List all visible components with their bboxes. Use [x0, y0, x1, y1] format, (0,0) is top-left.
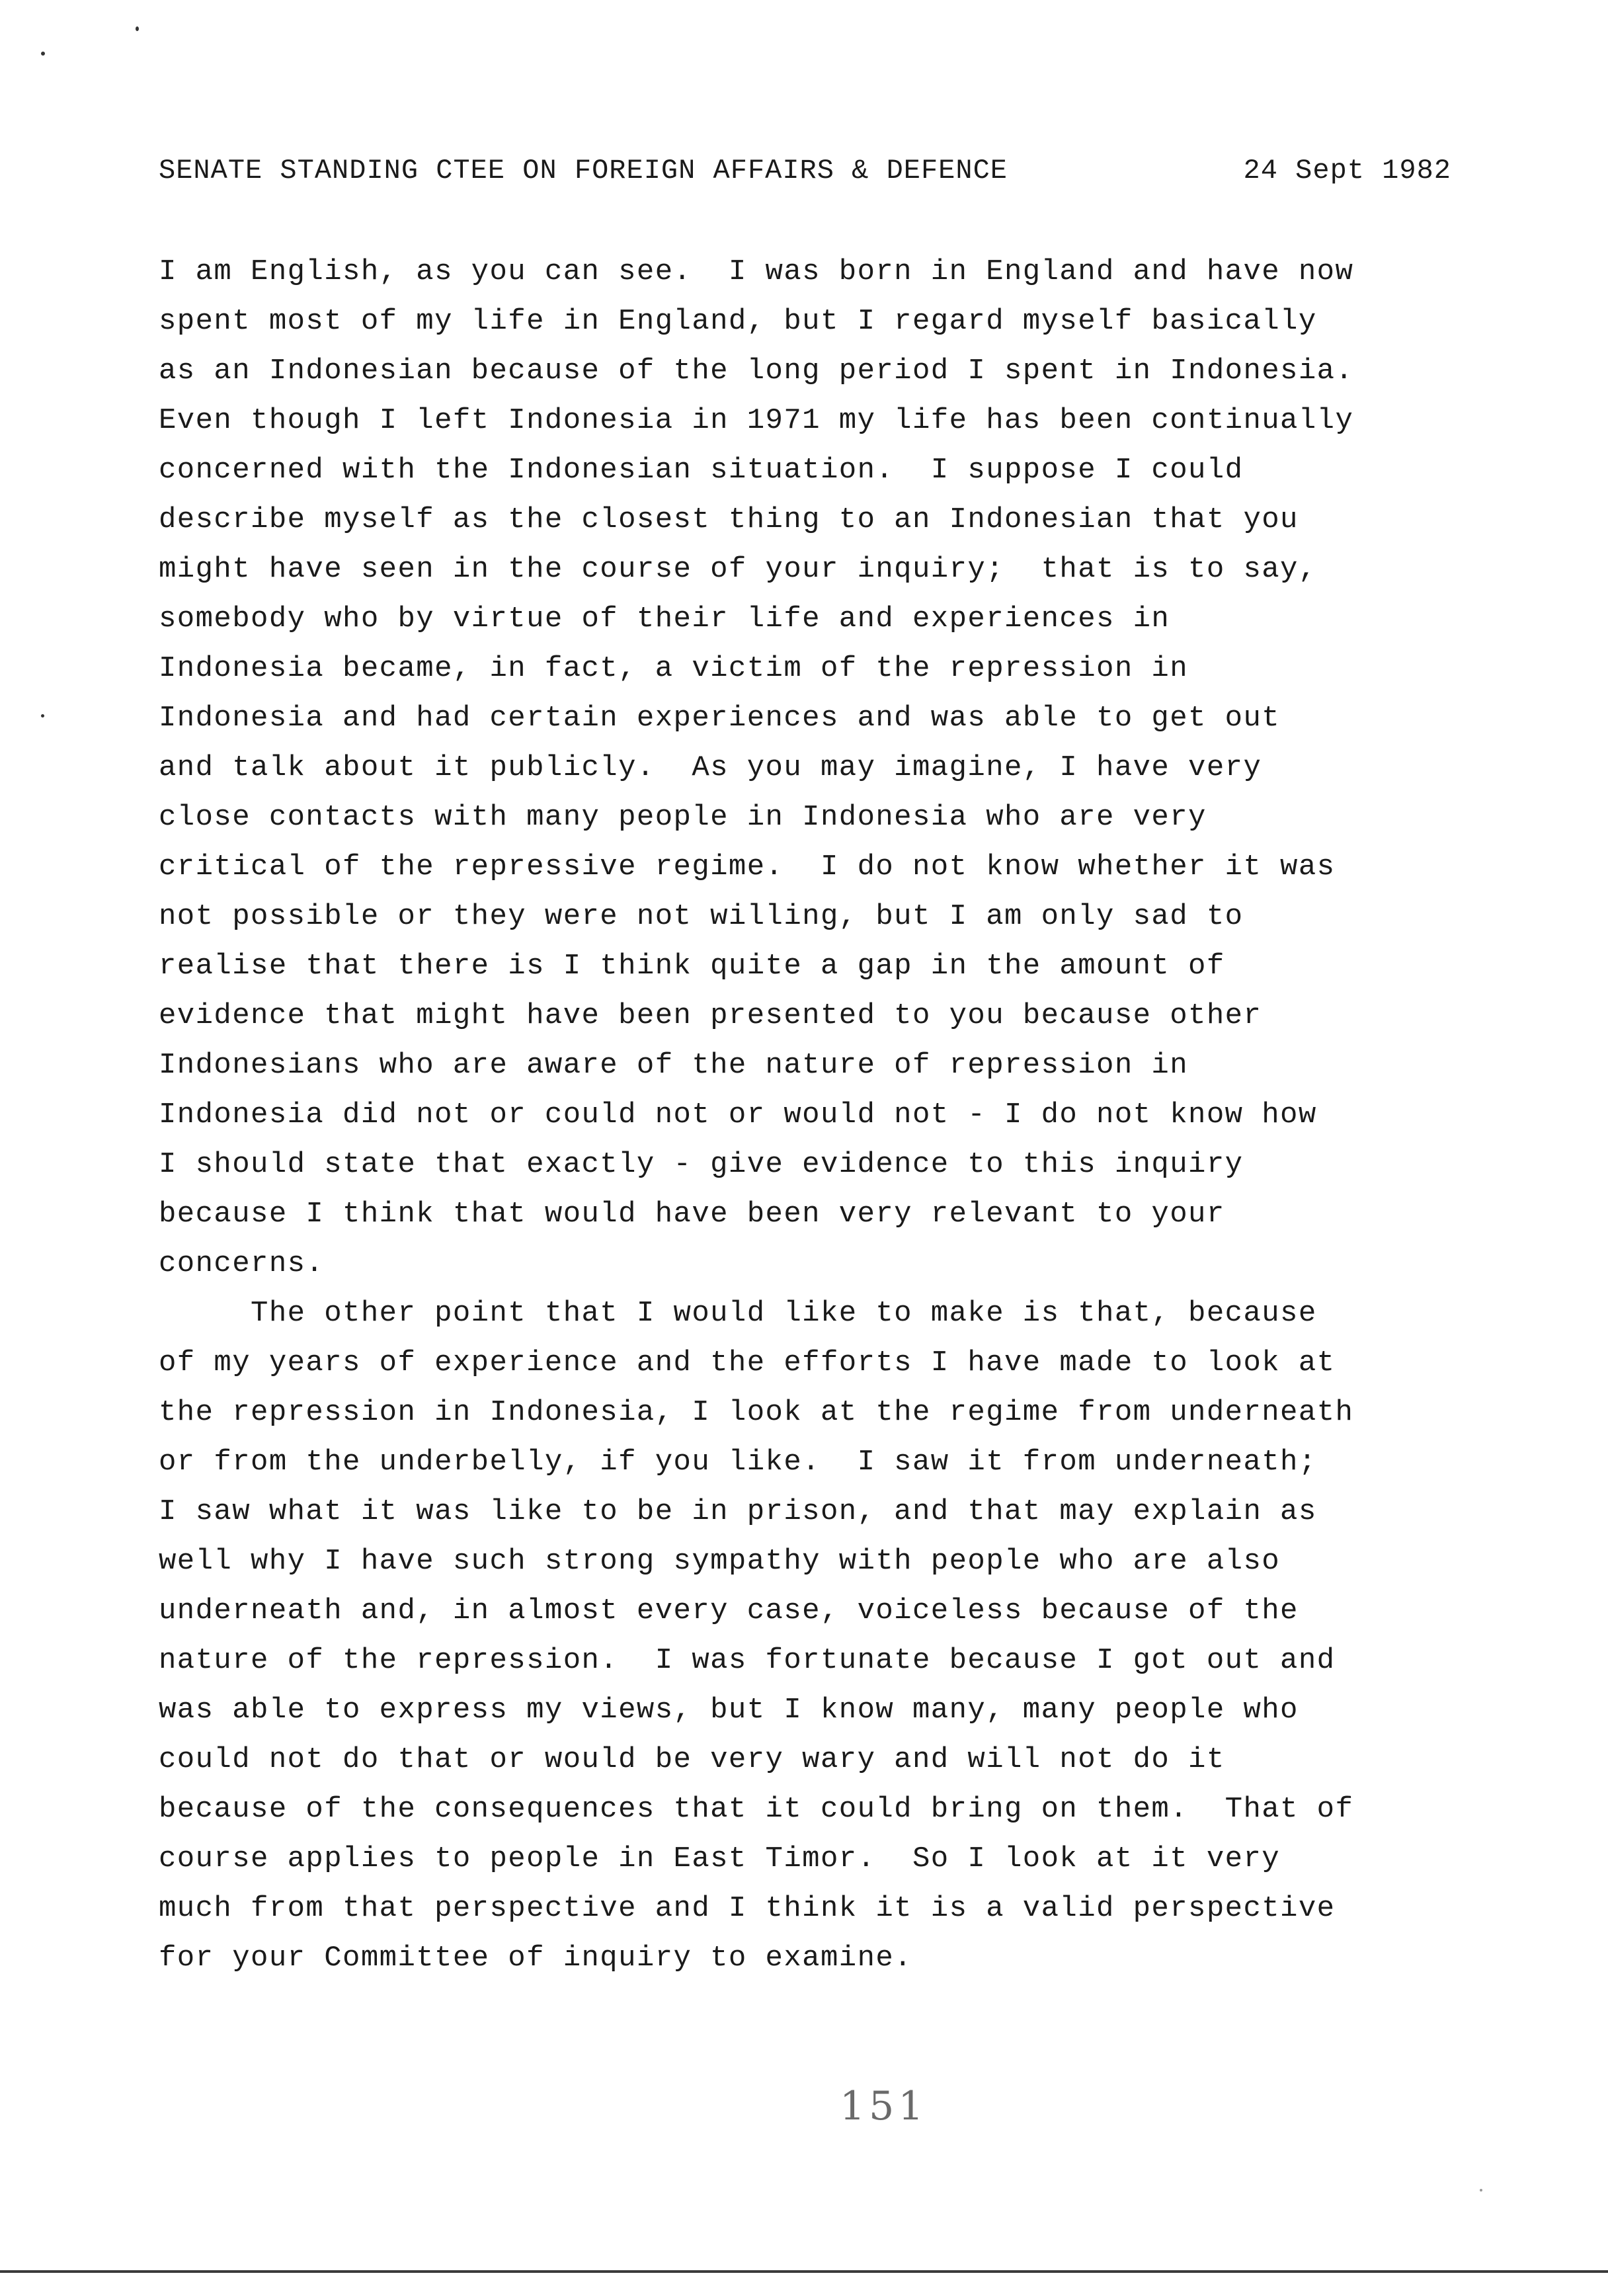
- transcript-line: critical of the repressive regime. I do not know whether it was: [159, 850, 1336, 883]
- transcript-line: could not do that or would be very wary and will not do it: [159, 1743, 1225, 1776]
- transcript-line: close contacts with many people in Indonesia who are very: [159, 801, 1207, 834]
- transcript-line: much from that perspective and I think it is a valid perspective: [159, 1892, 1336, 1925]
- scan-speck: [41, 714, 44, 718]
- transcript-line: was able to express my views, but I know many, many people who: [159, 1694, 1299, 1727]
- transcript-line: as an Indonesian because of the long period I spent in Indonesia.: [159, 354, 1354, 388]
- transcript-line: The other point that I would like to make is that, because: [159, 1297, 1317, 1330]
- transcript-line: Even though I left Indonesia in 1971 my life has been continually: [159, 404, 1354, 437]
- transcript-line: Indonesians who are aware of the nature of repression in: [159, 1049, 1189, 1082]
- scan-speck: [136, 26, 139, 31]
- transcript-line: might have seen in the course of your inquiry; that is to say,: [159, 553, 1317, 586]
- page-number: 151: [840, 2083, 928, 2129]
- transcript-line: I saw what it was like to be in prison, and that may explain as: [159, 1495, 1317, 1528]
- transcript-line: concerns.: [159, 1247, 325, 1280]
- bottom-edge-rule: [0, 2270, 1608, 2273]
- transcript-line: Indonesia became, in fact, a victim of the repression in: [159, 652, 1189, 685]
- transcript-line: the repression in Indonesia, I look at the regime from underneath: [159, 1396, 1354, 1429]
- transcript-line: Indonesia did not or could not or would not - I do not know how: [159, 1098, 1317, 1131]
- transcript-line: course applies to people in East Timor. So I look at it very: [159, 1842, 1281, 1875]
- scan-speck: [41, 52, 45, 56]
- transcript-line: not possible or they were not willing, but I am only sad to: [159, 900, 1244, 933]
- committee-title: SENATE STANDING CTEE ON FOREIGN AFFAIRS & DEFENCE: [159, 155, 1008, 186]
- transcript-line: because I think that would have been very relevant to your: [159, 1198, 1225, 1231]
- transcript-line: evidence that might have been presented to you because other: [159, 999, 1262, 1032]
- transcript-line: I am English, as you can see. I was born in England and have now: [159, 255, 1354, 288]
- transcript-line: underneath and, in almost every case, voiceless because of the: [159, 1594, 1299, 1627]
- transcript-line: realise that there is I think quite a gap in the amount of: [159, 950, 1225, 983]
- transcript-line: well why I have such strong sympathy with people who are also: [159, 1545, 1281, 1578]
- transcript-line: somebody who by virtue of their life and experiences in: [159, 602, 1170, 636]
- scan-speck: [1480, 2189, 1482, 2192]
- transcript-line: I should state that exactly - give evidence to this inquiry: [159, 1148, 1244, 1181]
- transcript-line: of my years of experience and the efforts I have made to look at: [159, 1346, 1336, 1379]
- transcript-line: because of the consequences that it could bring on them. That of: [159, 1793, 1354, 1826]
- transcript-line: nature of the repression. I was fortunate because I got out and: [159, 1644, 1336, 1677]
- transcript-line: concerned with the Indonesian situation. I suppose I could: [159, 454, 1244, 487]
- hearing-date: 24 Sept 1982: [1243, 155, 1451, 186]
- transcript-line: for your Committee of inquiry to examine.: [159, 1942, 912, 1975]
- transcript-line: or from the underbelly, if you like. I saw it from underneath;: [159, 1446, 1317, 1479]
- transcript-line: spent most of my life in England, but I regard myself basically: [159, 305, 1317, 338]
- transcript-line: Indonesia and had certain experiences and was able to get out: [159, 702, 1281, 735]
- transcript-line: describe myself as the closest thing to an Indonesian that you: [159, 503, 1299, 536]
- transcript-body: [159, 247, 1481, 1983]
- page-header: [159, 151, 1451, 190]
- transcript-line: and talk about it publicly. As you may imagine, I have very: [159, 751, 1262, 784]
